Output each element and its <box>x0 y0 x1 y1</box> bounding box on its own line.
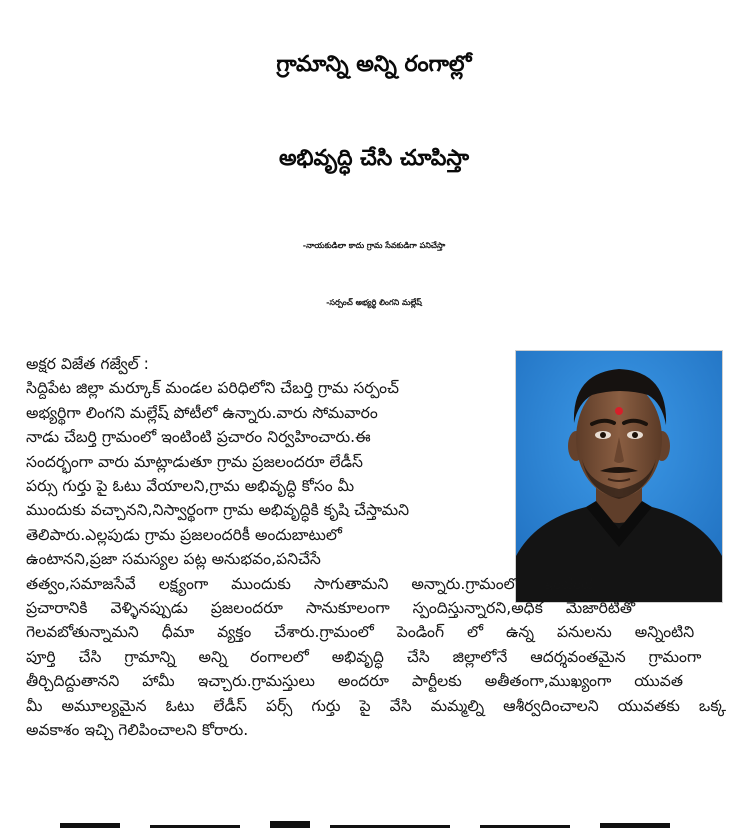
subheading-1: -నాయకుడిలా కాదు గ్రామ సేవకుడిగా పనిచేస్తా <box>302 241 446 250</box>
body-line: సందర్భంగా వారు మాట్లాడుతూ గ్రామ ప్రజలందరూ లేడీస్ <box>26 452 363 471</box>
body-line: ప్రచారానికి వెళ్ళినప్పుడు ప్రజలందరూ సానుకూలంగా స్పందిస్తున్నారని,అధిక మెజారిటీతో <box>26 599 636 618</box>
dateline: అక్షర విజేత గజ్వేల్ : <box>26 355 149 373</box>
body-line: తత్వం,సమాజసేవే లక్ష్యంగా ముందుకు సాగుతామని అన్నారు.గ్రామంలో ఇంటింటి <box>26 574 594 593</box>
body-line: గెలవబోతున్నామని ధీమా వ్యక్తం చేశారు.గ్రామంలో పెండింగ్ లో ఉన్న పనులను అన్నింటిని <box>26 623 695 642</box>
body-line: తెలిపారు.ఎల్లపుడు గ్రామ ప్రజలందరికీ అందుబాటులో <box>26 525 342 544</box>
body-line: అవకాశం ఇచ్చి గెలిపించాలని కోరారు. <box>26 721 249 740</box>
body-line: మీ అమూల్యమైన ఓటు లేడీస్ పర్స్ గుర్తు పై వేసి మమ్మల్ని ఆశీర్వదించాలని యువతకు ఒక్క <box>26 696 726 715</box>
body-line: నాడు చేబర్తి గ్రామంలో ఇంటింటి ప్రచారం నిర్వహించారు.ఈ <box>26 428 371 447</box>
body-line: పూర్తి చేసి గ్రామాన్ని అన్ని రంగాలలో అభివృద్ధి చేసి జిల్లాలోనే ఆదర్శవంతమైన గ్రామంగా <box>26 647 702 666</box>
headline-line-1: గ్రామాన్ని అన్ని రంగాల్లో <box>276 52 472 77</box>
headline-line-2: అభివృద్ధి చేసి చూపిస్తా <box>278 146 470 171</box>
article-body <box>26 352 746 743</box>
next-article-cutoff <box>0 816 748 828</box>
body-line: సిద్దిపేట జిల్లా మర్కూక్ మండల పరిధిలోని చేబర్తి గ్రామ సర్పంచ్ <box>26 379 399 398</box>
body-line: పర్సు గుర్తు పై ఓటు వేయాలని,గ్రామ అభివృద్ధి కోసం మీ <box>26 477 355 496</box>
body-line: ముందుకు వచ్చానని,నిస్వార్థంగా గ్రామ అభివృద్ధికి కృషి చేస్తామని <box>26 501 410 520</box>
body-line: అభ్యర్థిగా లింగని మల్లేష్ పోటీలో ఉన్నారు.వారు సోమవారం <box>26 403 378 422</box>
subheading-2: -సర్పంచ్ అభ్యర్థి లింగని మల్లేష్ <box>326 298 422 307</box>
body-line: ఉంటానని,ప్రజా సమస్యల పట్ల అనుభవం,పనిచేసే <box>26 550 321 569</box>
body-line: తీర్చిదిద్దుతానని హామీ ఇచ్చారు.గ్రామస్తులు అందరూ పార్టీలకు అతీతంగా,ముఖ్యంగా యువత <box>26 672 683 691</box>
